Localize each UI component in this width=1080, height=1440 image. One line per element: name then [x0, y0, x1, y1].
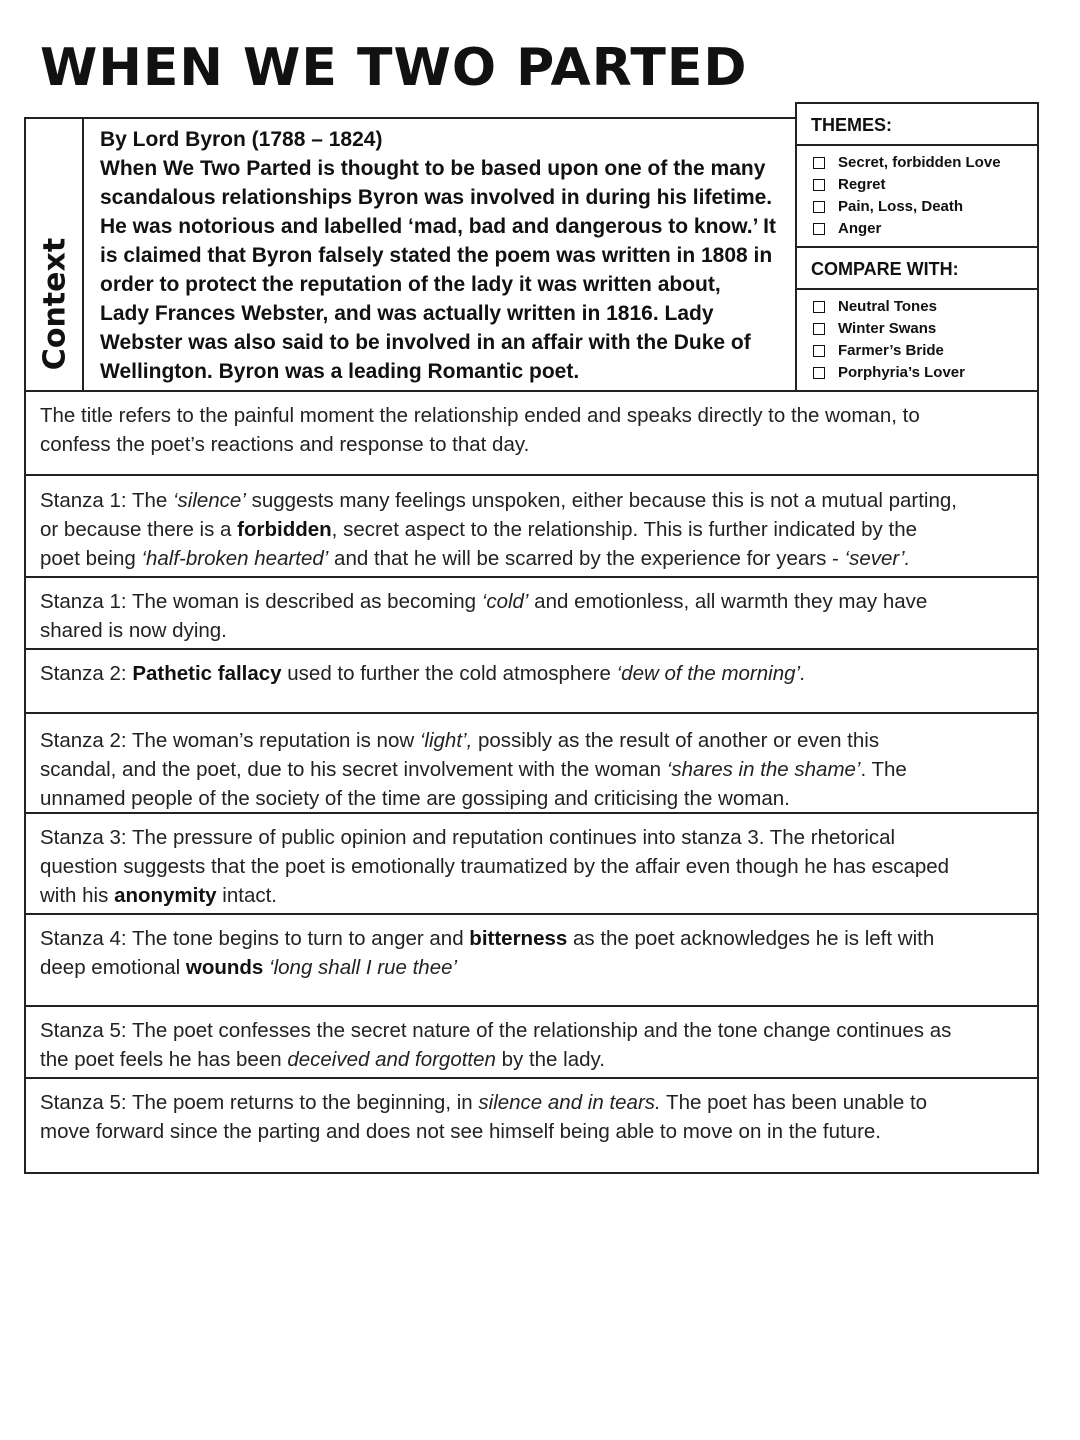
analysis-note: [26, 578, 1037, 650]
quote-text: ‘dew of the morning’.: [616, 662, 806, 685]
note-text: The poet has been unable to: [660, 1091, 928, 1114]
note-text: Stanza 3: The pressure of public opinion and reputation continues into stanza 3. The rhetorical: [40, 826, 896, 849]
checkbox-icon[interactable]: [813, 367, 825, 379]
note-line: [40, 616, 1023, 645]
note-text: by the lady.: [495, 1048, 605, 1071]
context-label: Context: [37, 237, 73, 371]
themes-list: [797, 146, 1037, 248]
theme-item: [813, 196, 1037, 218]
note-line: [40, 515, 1023, 544]
note-text: and emotionless, all warmth they may have: [528, 590, 928, 613]
checkbox-icon[interactable]: [813, 323, 825, 335]
note-line: [40, 924, 1023, 953]
checkbox-icon[interactable]: [813, 301, 825, 313]
quote-text: deceived and forgotten: [287, 1048, 496, 1071]
checkbox-icon[interactable]: [813, 201, 825, 213]
analysis-note: [26, 915, 1037, 1007]
compare-label: Porphyria’s Lover: [838, 364, 965, 381]
context-text: [100, 125, 790, 386]
themes-compare-panel: [795, 102, 1039, 392]
note-line: [40, 1088, 1023, 1117]
note-text: or because there is a: [40, 518, 238, 541]
key-term: anonymity: [114, 884, 217, 907]
note-text: move forward since the parting and does not see himself being able to move on in the future.: [40, 1120, 882, 1143]
note-line: [40, 401, 1023, 430]
compare-item: [813, 318, 1037, 340]
analysis-note: [26, 1079, 1037, 1172]
note-line: [40, 1117, 1023, 1146]
quote-text: silence and in tears.: [478, 1091, 661, 1114]
note-text: Stanza 4: The tone begins to turn to anger and: [40, 927, 470, 950]
note-line: [40, 852, 1023, 881]
compare-item: [813, 362, 1037, 384]
key-term: bitterness: [469, 927, 568, 950]
note-text: Stanza 5: The poem returns to the beginning, in: [40, 1091, 479, 1114]
compare-heading: COMPARE WITH:: [797, 248, 1037, 290]
note-text: as the poet acknowledges he is left with: [567, 927, 935, 950]
analysis-note: [26, 714, 1037, 814]
note-text: deep emotional: [40, 956, 186, 979]
note-line: [40, 659, 1023, 688]
compare-item: [813, 296, 1037, 318]
context-line: Lady Frances Webster, and was actually written in 1816. Lady: [100, 302, 714, 325]
analysis-note: [26, 650, 1037, 714]
note-line: [40, 881, 1023, 910]
note-text: scandal, and the poet, due to his secret involvement with the woman: [40, 758, 667, 781]
note-line: [40, 544, 1023, 573]
key-term: wounds: [185, 956, 264, 979]
note-text: with his: [40, 884, 115, 907]
note-text: and that he will be scarred by the experience for years -: [328, 547, 845, 570]
note-text: , secret aspect to the relationship. This is further indicated by the: [331, 518, 917, 541]
quote-text: ‘light’,: [419, 729, 473, 752]
theme-item: [813, 218, 1037, 240]
theme-label: Anger: [838, 220, 882, 237]
note-text: question suggests that the poet is emotionally traumatized by the affair even though he has escaped: [40, 855, 950, 878]
quote-text: ‘long shall I rue thee’: [269, 956, 458, 979]
key-term: Pathetic fallacy: [132, 662, 282, 685]
note-text: the poet feels he has been: [40, 1048, 288, 1071]
note-line: [40, 726, 1023, 755]
context-author: By Lord Byron (1788 – 1824): [100, 128, 383, 151]
context-line: is claimed that Byron falsely stated the poem was written in 1808 in: [100, 244, 773, 267]
note-line: [40, 587, 1023, 616]
note-text: . The: [860, 758, 907, 781]
context-label-column: [26, 119, 84, 390]
analysis-note: [26, 476, 1037, 578]
note-text: Stanza 5: The poet confesses the secret nature of the relationship and the tone change continues as: [40, 1019, 952, 1042]
note-line: [40, 486, 1023, 515]
checkbox-icon[interactable]: [813, 223, 825, 235]
context-line: order to protect the reputation of the lady it was written about,: [100, 273, 721, 296]
context-section: [24, 117, 795, 392]
context-line: When We Two Parted is thought to be based upon one of the many: [100, 157, 766, 180]
analysis-notes: [24, 392, 1039, 1174]
note-line: [40, 1045, 1023, 1074]
quote-text: ‘half-broken hearted’: [141, 547, 329, 570]
note-line: [40, 430, 1023, 459]
analysis-note: [26, 814, 1037, 915]
checkbox-icon[interactable]: [813, 157, 825, 169]
note-text: Stanza 2: The woman’s reputation is now: [40, 729, 420, 752]
theme-label: Secret, forbidden Love: [838, 154, 1001, 171]
compare-label: Neutral Tones: [838, 298, 937, 315]
context-line: He was notorious and labelled ‘mad, bad and dangerous to know.’ It: [100, 215, 776, 238]
quote-text: ‘cold’: [481, 590, 529, 613]
theme-item: [813, 174, 1037, 196]
compare-item: [813, 340, 1037, 362]
compare-list: [797, 290, 1037, 390]
key-term: forbidden: [237, 518, 332, 541]
note-text: Stanza 1: The woman is described as becoming: [40, 590, 482, 613]
note-text: poet being: [40, 547, 142, 570]
note-text: shared is now dying.: [40, 619, 227, 642]
quote-text: ‘sever’.: [844, 547, 911, 570]
themes-heading: THEMES:: [797, 104, 1037, 146]
note-line: [40, 784, 1023, 813]
context-line: Wellington. Byron was a leading Romantic poet.: [100, 360, 580, 383]
note-text: possibly as the result of another or even this: [472, 729, 880, 752]
note-text: Stanza 2:: [40, 662, 133, 685]
checkbox-icon[interactable]: [813, 179, 825, 191]
compare-label: Farmer’s Bride: [838, 342, 944, 359]
note-line: [40, 823, 1023, 852]
note-line: [40, 1016, 1023, 1045]
note-text: suggests many feelings unspoken, either because this is not a mutual parting,: [245, 489, 957, 512]
quote-text: ‘silence’: [172, 489, 246, 512]
analysis-note: [26, 1007, 1037, 1079]
note-text: confess the poet’s reactions and response to that day.: [40, 433, 530, 456]
note-text: intact.: [216, 884, 277, 907]
page-title: WHEN WE TWO PARTED: [40, 38, 748, 98]
note-line: [40, 755, 1023, 784]
note-text: used to further the cold atmosphere: [281, 662, 617, 685]
context-line: scandalous relationships Byron was involved in during his lifetime.: [100, 186, 773, 209]
note-text: unnamed people of the society of the time are gossiping and criticising the woman.: [40, 787, 790, 810]
theme-item: [813, 152, 1037, 174]
theme-label: Pain, Loss, Death: [838, 198, 964, 215]
note-text: Stanza 1: The: [40, 489, 173, 512]
note-text: The title refers to the painful moment the relationship ended and speaks directly to the woman, to: [40, 404, 920, 427]
theme-label: Regret: [838, 176, 886, 193]
analysis-note: [26, 392, 1037, 476]
quote-text: ‘shares in the shame’: [666, 758, 861, 781]
compare-label: Winter Swans: [838, 320, 937, 337]
context-line: Webster was also said to be involved in an affair with the Duke of: [100, 331, 751, 354]
checkbox-icon[interactable]: [813, 345, 825, 357]
note-line: [40, 953, 1023, 982]
